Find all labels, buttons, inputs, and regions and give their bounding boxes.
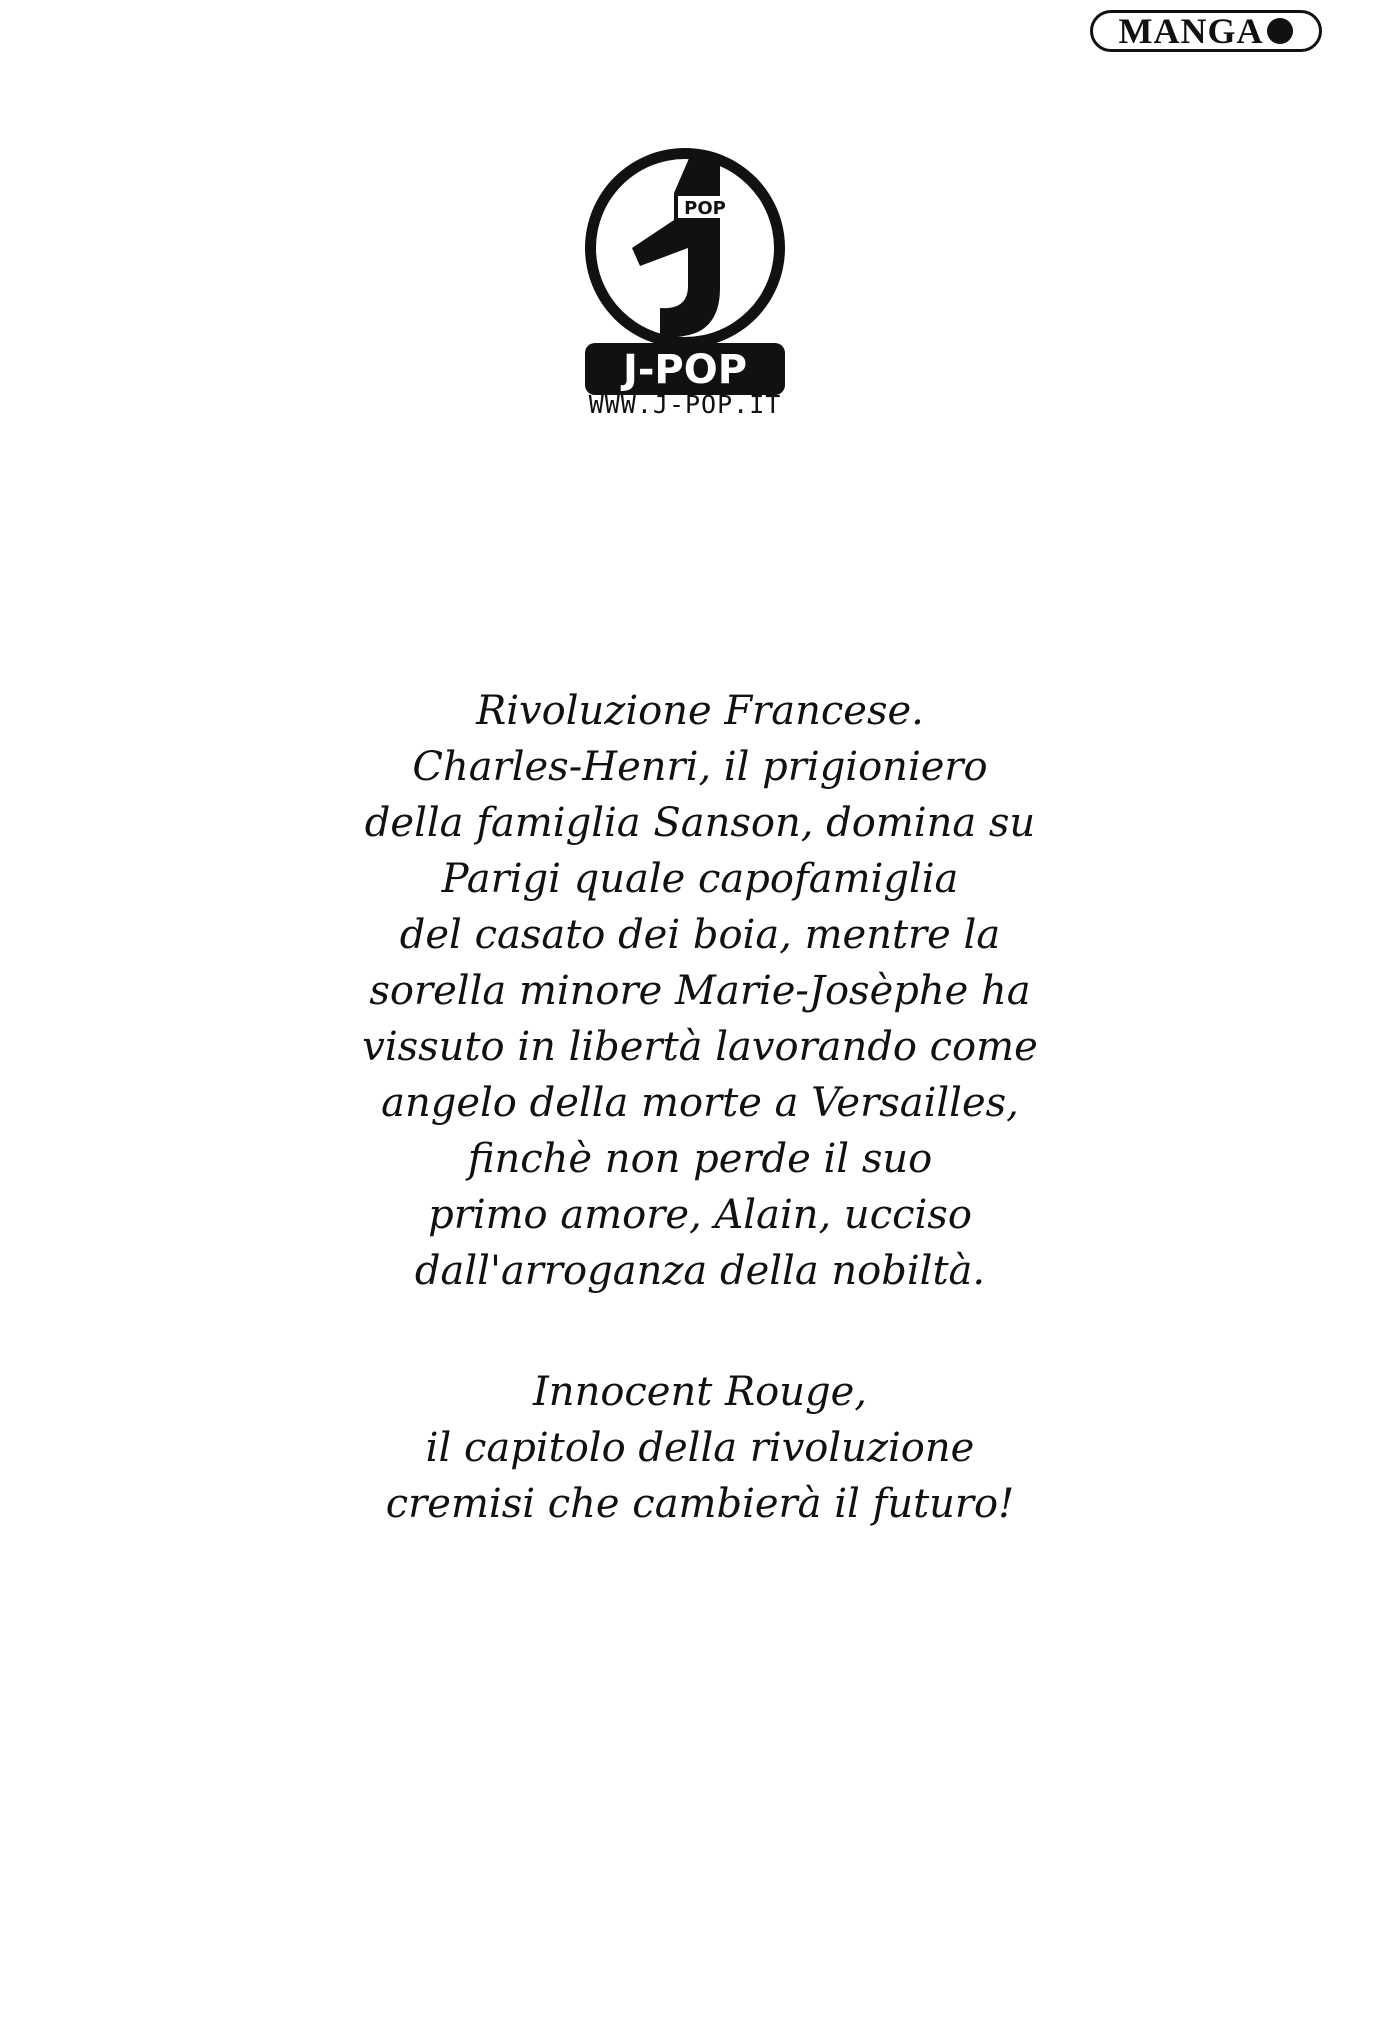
tagline-line: Innocent Rouge, xyxy=(533,1369,867,1415)
synopsis-line: finchè non perde il suo xyxy=(467,1136,933,1182)
synopsis-line: primo amore, Alain, ucciso xyxy=(428,1192,972,1238)
synopsis-line: vissuto in libertà lavorando come xyxy=(362,1024,1038,1070)
synopsis-paragraph xyxy=(300,683,1100,1299)
j-pop-logo xyxy=(570,148,800,418)
synopsis-line: angelo della morte a Versailles, xyxy=(381,1080,1019,1126)
tagline-line: cremisi che cambierà il futuro! xyxy=(385,1481,1015,1527)
dot-icon xyxy=(1267,18,1293,44)
synopsis-line: Parigi quale capofamiglia xyxy=(441,856,959,902)
synopsis-line: dall'arroganza della nobiltà. xyxy=(414,1248,986,1294)
synopsis-line: sorella minore Marie-Josèphe ha xyxy=(369,968,1031,1014)
wordmark-text: J-POP xyxy=(622,347,748,393)
tagline-line: il capitolo della rivoluzione xyxy=(425,1425,975,1471)
synopsis-line: del casato dei boia, mentre la xyxy=(399,912,1001,958)
publisher-url: WWW.J-POP.IT xyxy=(588,390,782,419)
tagline-paragraph xyxy=(300,1364,1100,1532)
manga-label: MANGA xyxy=(1118,11,1264,51)
pop-icon-text: POP xyxy=(684,198,726,219)
synopsis-line: della famiglia Sanson, domina su xyxy=(364,800,1036,846)
synopsis-line: Charles-Henri, il prigioniero xyxy=(412,744,988,790)
synopsis-line: Rivoluzione Francese. xyxy=(476,688,924,734)
manga-badge xyxy=(1090,10,1322,52)
